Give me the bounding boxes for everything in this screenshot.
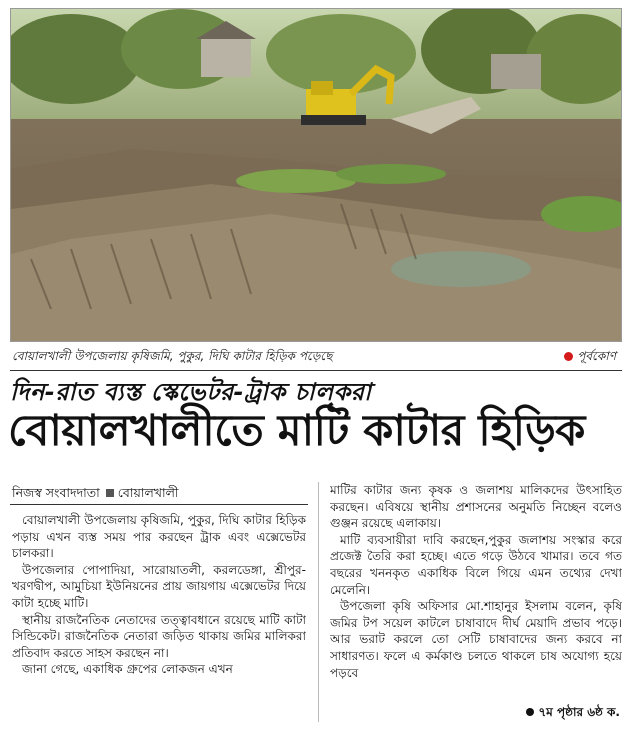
photo-caption: বোয়ালখালী উপজেলায় কৃষিজমি, পুকুর, দিঘি কাটার হিড়িক পড়েছে xyxy=(12,349,333,363)
kicker: দিন-রাত ব্যস্ত স্কেভেটর-ট্রাক চালকরা xyxy=(10,378,372,406)
continued-text: ৭ম পৃষ্ঠার ৬ষ্ঠ ক. xyxy=(538,705,620,719)
headline: বোয়ালখালীতে মাটি কাটার হিড়িক xyxy=(8,406,585,456)
credit-text: পূর্বকোণ xyxy=(577,349,616,363)
byline-author: নিজস্ব সংবাদদাতা xyxy=(12,485,100,500)
news-photo xyxy=(10,8,622,342)
column-divider xyxy=(318,482,319,722)
square-bullet-icon xyxy=(106,489,114,497)
paragraph: জানা গেছে, একাধিক গ্রুপের লোকজন এখন xyxy=(22,662,233,677)
excavator-photo xyxy=(11,9,621,341)
byline-divider xyxy=(10,504,308,505)
paragraph: মাটির কাটার জন্য কৃষক ও জলাশয় মালিকদের উৎসাহিত করছেন। এবিষয়ে স্থানীয় প্রশাসনের অনুমতি নিচ্ছেন বলেও গুঞ্জন রয়েছে এলাকায়। xyxy=(330,483,622,531)
paragraph: মাটি ব্যবসায়ীরা দাবি করছেন,পুকুর জলাশয় সংস্কার করে প্রজেক্ট তৈরি করা হচ্ছে। এতে গড়ে উঠবে খামার। তবে গত বছরের খননকৃত একাধিক বিলে গিয়ে এমন তথ্যের দেখা মেলেনি। xyxy=(330,532,622,597)
caption-row xyxy=(10,346,620,366)
paragraph: উপজেলা কৃষি অফিসার মো.শাহানুর ইসলাম বলেন, কৃষি জমির টপ সয়েল কাটলে চাষাবাদে দীর্ঘ মেয়াদি প্রভাব পড়ে। আর ভরাট করলে তো সেটি চাষাবাদের জন্য করবে না সাধারণত। ফলে এ কর্মকাণ্ড চলতে থাকলে চাষ অযোগ্য হয়ে পড়বে xyxy=(330,599,622,680)
paragraph: স্থানীয় রাজনৈতিক নেতাদের তত্ত্বাবধানে রয়েছে মাটি কাটা সিন্ডিকেট। রাজনৈতিক নেতারা জড়িত থাকায় জমির মালিকরা প্রতিবাদ করতে সাহস করছেন না। xyxy=(12,612,306,660)
bullet-icon xyxy=(526,708,534,716)
byline xyxy=(12,485,178,505)
divider xyxy=(10,370,622,371)
continued-marker[interactable] xyxy=(526,704,620,724)
photo-credit xyxy=(564,348,616,368)
article-column-left xyxy=(12,512,306,732)
red-dot-icon xyxy=(564,352,573,361)
paragraph: উপজেলার পোপাদিয়া, সারোয়াতলী, করলডেঙ্গা, শ্রীপুর-খরণদ্বীপ, আমুচিয়া ইউনিয়নের প্রায় জায়গায় এক্সেভেটর দিয়ে কাটা হচ্ছে মাটি। xyxy=(12,562,306,610)
byline-location: বোয়ালখালী xyxy=(117,485,179,500)
article-column-right xyxy=(330,482,622,702)
paragraph: বোয়ালখালী উপজেলায় কৃষিজমি, পুকুর, দিঘি কাটার হিড়িক পড়ায় এখন ব্যস্ত সময় পার করছেন ট্রাক এবং এক্সেভেটর চালকরা। xyxy=(12,513,306,561)
